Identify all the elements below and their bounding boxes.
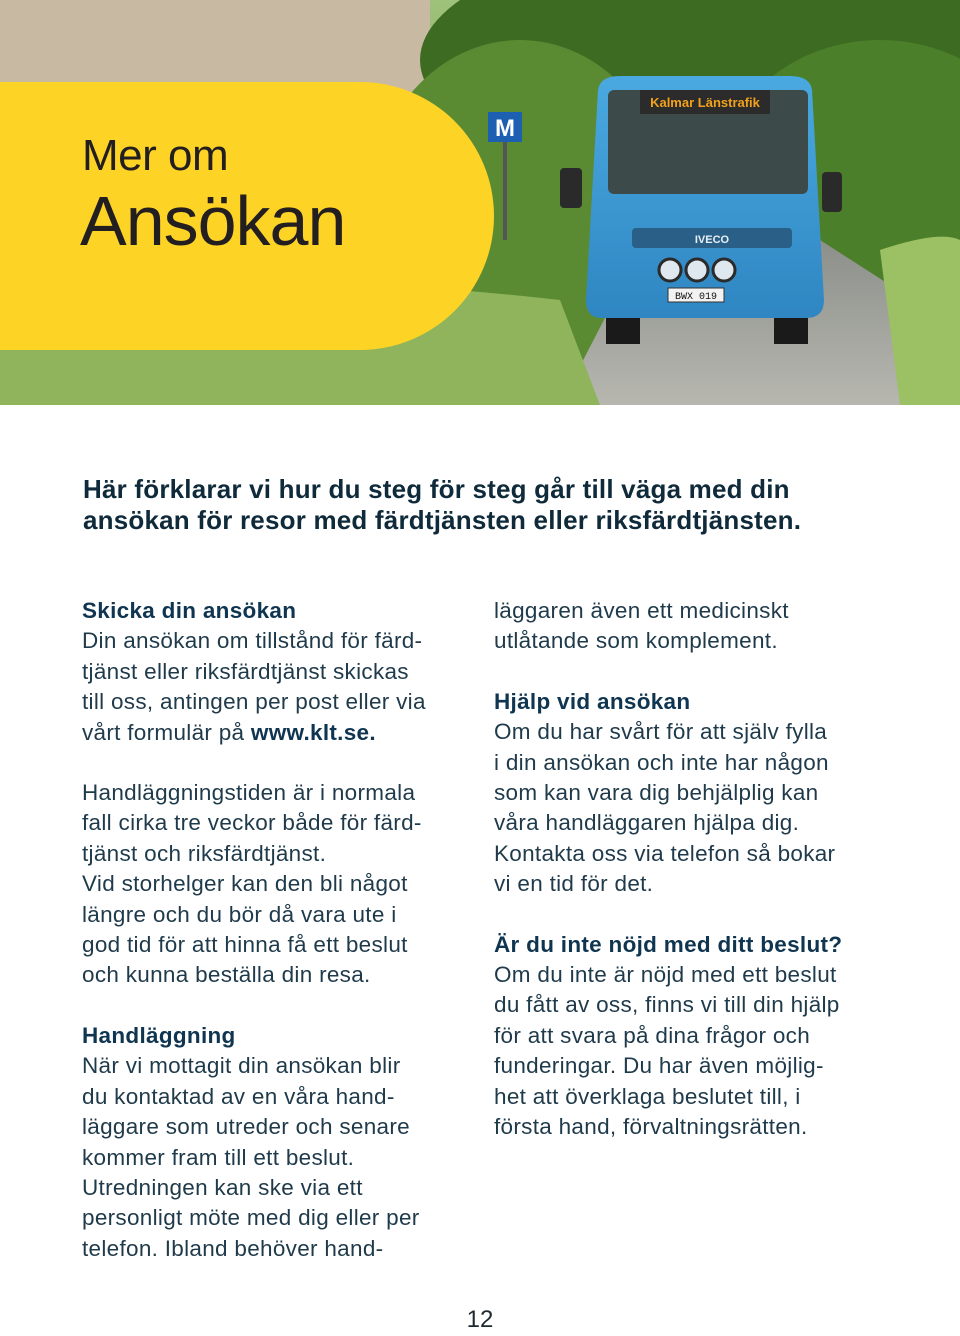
text-line: Utredningen kan ske via ett (82, 1174, 363, 1200)
text-line: tjänst eller riksfärdtjänst skickas (82, 658, 409, 684)
road-sign-label: M (495, 115, 515, 142)
text-line: du fått av oss, finns vi till din hjälp (494, 992, 840, 1018)
heading-handlaggning: Handläggning (82, 1022, 236, 1048)
text-line: tjänst och riksfärdtjänst. (82, 840, 327, 866)
text-line: het att överklaga beslutet till, i (494, 1083, 801, 1109)
text-line: Om du inte är nöjd med ett beslut (494, 962, 837, 988)
text-line: Handläggningstiden är i normala (82, 780, 416, 806)
text-line: till oss, antingen per post eller via (82, 689, 426, 715)
text-fragment: vårt formulär på (82, 719, 251, 745)
text-line: våra handläggaren hjälpa dig. (494, 810, 800, 836)
text-line: Vid storhelger kan den bli något (82, 871, 408, 897)
bus-destination-sign: Kalmar Länstrafik (650, 95, 760, 110)
website-link[interactable]: www.klt.se. (250, 719, 376, 745)
text-line: läggaren även ett medicinskt (494, 598, 789, 623)
text-line: som kan vara dig behjälplig kan (494, 780, 819, 806)
text-line: Kontakta oss via telefon så bokar (494, 840, 836, 866)
text-line: personligt möte med dig eller per (82, 1205, 420, 1231)
heading-inte-nojd: Är du inte nöjd med ditt beslut? (494, 931, 843, 957)
bus-brand: IVECO (694, 234, 730, 246)
text-line: När vi mottagit din ansökan blir (82, 1053, 401, 1079)
text-line: vi en tid för det. (494, 871, 654, 897)
text-line: funderingar. Du har även möjlig- (494, 1053, 824, 1079)
text-line: Din ansökan om tillstånd för färd- (82, 628, 423, 654)
text-line: längre och du bör då vara ute i (82, 901, 397, 927)
text-line: du kontaktad av en våra hand- (82, 1083, 395, 1109)
text-line: första hand, förvaltningsrätten. (494, 1114, 808, 1140)
text-line: kommer fram till ett beslut. (82, 1144, 355, 1170)
page-title: Ansökan (80, 182, 346, 260)
text-line: för att svara på dina frågor och (494, 1022, 811, 1048)
text-line: läggare som utreder och senare (82, 1114, 410, 1140)
heading-hjalp: Hjälp vid ansökan (494, 688, 691, 714)
heading-skicka: Skicka din ansökan (82, 598, 297, 623)
text-line: och kunna beställa din resa. (82, 962, 371, 988)
text-line: Om du har svårt för att själv fylla (494, 719, 828, 745)
text-line: i din ansökan och inte har någon (494, 749, 829, 775)
text-line: telefon. Ibland behöver hand- (82, 1235, 384, 1261)
right-column (494, 596, 884, 1143)
text-line-with-link (82, 718, 462, 748)
bus-plate: BWX 019 (674, 292, 718, 303)
bus-illustration (560, 76, 842, 344)
page-subtitle: Mer om (82, 131, 229, 180)
text-line: god tid för att hinna få ett beslut (82, 932, 408, 958)
text-line: fall cirka tre veckor både för färd- (82, 810, 422, 836)
left-column (82, 596, 462, 1264)
page-number: 12 (466, 1306, 494, 1333)
text-line: utlåtande som komplement. (494, 628, 778, 654)
intro-text: Här förklarar vi hur du steg för steg går till väga med din ansökan för resor med färdtjänsten eller riksfärdtjänsten. (83, 474, 802, 535)
